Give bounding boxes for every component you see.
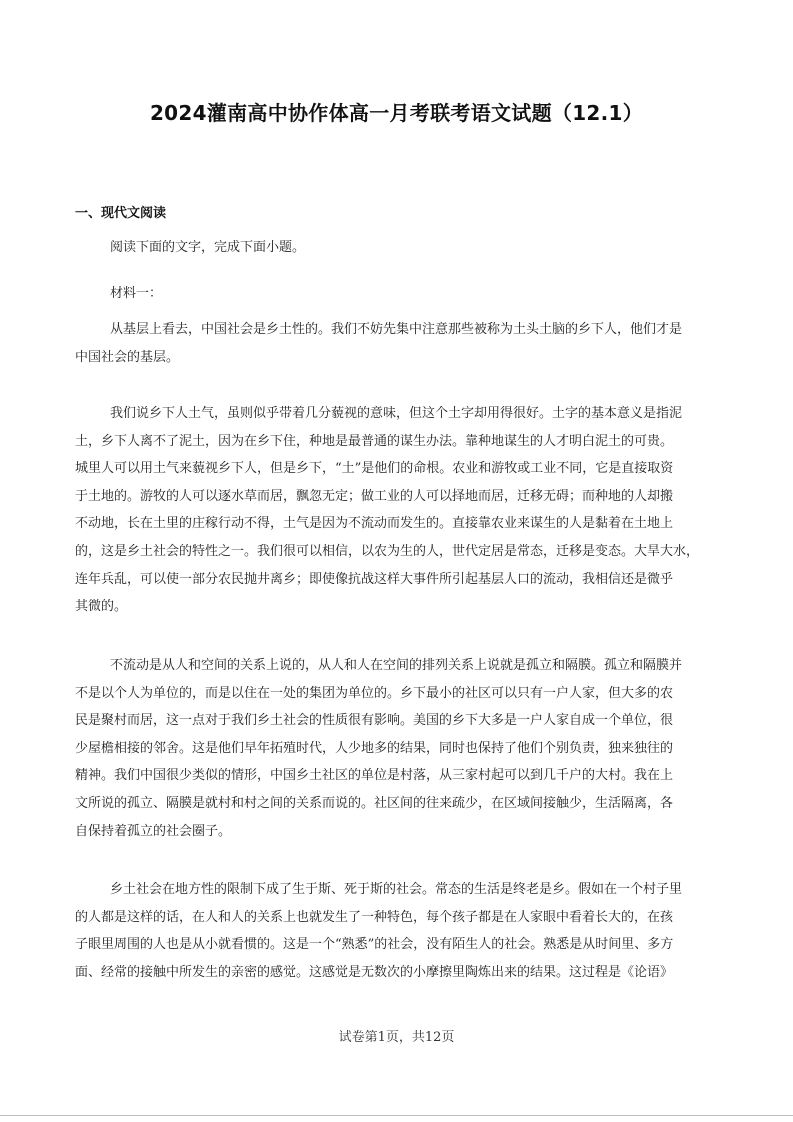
paragraph-line: 精神。我们中国很少类似的情形，中国乡土社区的单位是村落，从三家村起可以到几千户的大村。我在上 xyxy=(75,768,674,784)
paragraph-line: 连年兵乱，可以使一部分农民抛井离乡；即使像抗战这样大事件所引起基层人口的流动，我相信还是微乎 xyxy=(75,571,674,587)
section-heading: 一、现代文阅读 xyxy=(75,206,167,221)
paragraph-line: 文所说的孤立、隔膜是就村和村之间的关系而说的。社区间的往来疏少，在区域间接触少，生活隔离，各 xyxy=(75,795,674,811)
paragraph-4 xyxy=(75,876,723,986)
paragraph-line: 少屋檐相接的邻舍。这是他们早年拓殖时代，人少地多的结果，同时也保持了他们个别负责，独来独往的 xyxy=(75,740,674,756)
paragraph-line: 我们说乡下人土气，虽则似乎带着几分藐视的意味，但这个土字却用得很好。土字的基本意义是指泥 xyxy=(110,406,683,421)
page-title: 2024灌南高中协作体高一月考联考语文试题（12.1） xyxy=(149,101,644,125)
paragraph-line: 不是以个人为单位的，而是以住在一处的集团为单位的。乡下最小的社区可以只有一户人家，但大多的农 xyxy=(75,685,674,701)
paragraph-line: 城里人可以用土气来藐视乡下人，但是乡下，“土”是他们的命根。农业和游牧或工业不同，它是直接取资 xyxy=(75,461,674,477)
paragraph-line: 不流动是从人和空间的关系上说的，从人和人在空间的排列关系上说就是孤立和隔膜。孤立和隔膜并 xyxy=(110,658,683,673)
material-label: 材料一： xyxy=(110,286,163,301)
paragraph-1 xyxy=(75,316,723,371)
paragraph-line: 从基层上看去，中国社会是乡土性的。我们不妨先集中注意那些被称为土头土脑的乡下人，他们才是 xyxy=(110,322,683,337)
paragraph-line: 民是聚村而居，这一点对于我们乡土社会的性质很有影响。美国的乡下大多是一户人家自成一个单位，很 xyxy=(75,713,674,729)
paragraph-line: 中国社会的基层。 xyxy=(75,349,180,365)
paragraph-3 xyxy=(75,652,723,845)
paragraph-line: 自保持着孤立的社会圈子。 xyxy=(75,823,232,839)
paragraph-line: 子眼里周围的人也是从小就看惯的。这是一个“熟悉”的社会，没有陌生人的社会。熟悉是从时间里、多方 xyxy=(75,937,674,953)
paragraph-line: 面、经常的接触中所发生的亲密的感觉。这感觉是无数次的小摩擦里陶炼出来的结果。这过程是《论语》 xyxy=(75,964,674,980)
paragraph-line: 乡土社会在地方性的限制下成了生于斯、死于斯的社会。常态的生活是终老是乡。假如在一个村子里 xyxy=(110,882,683,897)
page-divider xyxy=(0,1115,793,1116)
paragraph-line: 于土地的。游牧的人可以逐水草而居，飘忽无定；做工业的人可以择地而居，迁移无碍；而种地的人却搬 xyxy=(75,488,674,504)
paragraph-line: 土，乡下人离不了泥土，因为在乡下住，种地是最普通的谋生办法。靠种地谋生的人才明白泥土的可贵。 xyxy=(75,433,674,449)
paragraph-2 xyxy=(75,400,723,621)
paragraph-line: 的人都是这样的话，在人和人的关系上也就发生了一种特色，每个孩子都是在人家眼中看着长大的，在孩 xyxy=(75,909,674,925)
paragraph-line: 的，这是乡土社会的特性之一。我们很可以相信，以农为生的人，世代定居是常态，迁移是变态。大旱大水， xyxy=(75,543,700,559)
paragraph-line: 不动地，长在土里的庄稼行动不得，土气是因为不流动而发生的。直接靠农业来谋生的人是黏着在土地上 xyxy=(75,516,674,532)
reading-instruction: 阅读下面的文字，完成下面小题。 xyxy=(110,240,306,255)
paragraph-line: 其微的。 xyxy=(75,599,128,615)
page-footer: 试卷第1页，共12页 xyxy=(338,1030,455,1045)
